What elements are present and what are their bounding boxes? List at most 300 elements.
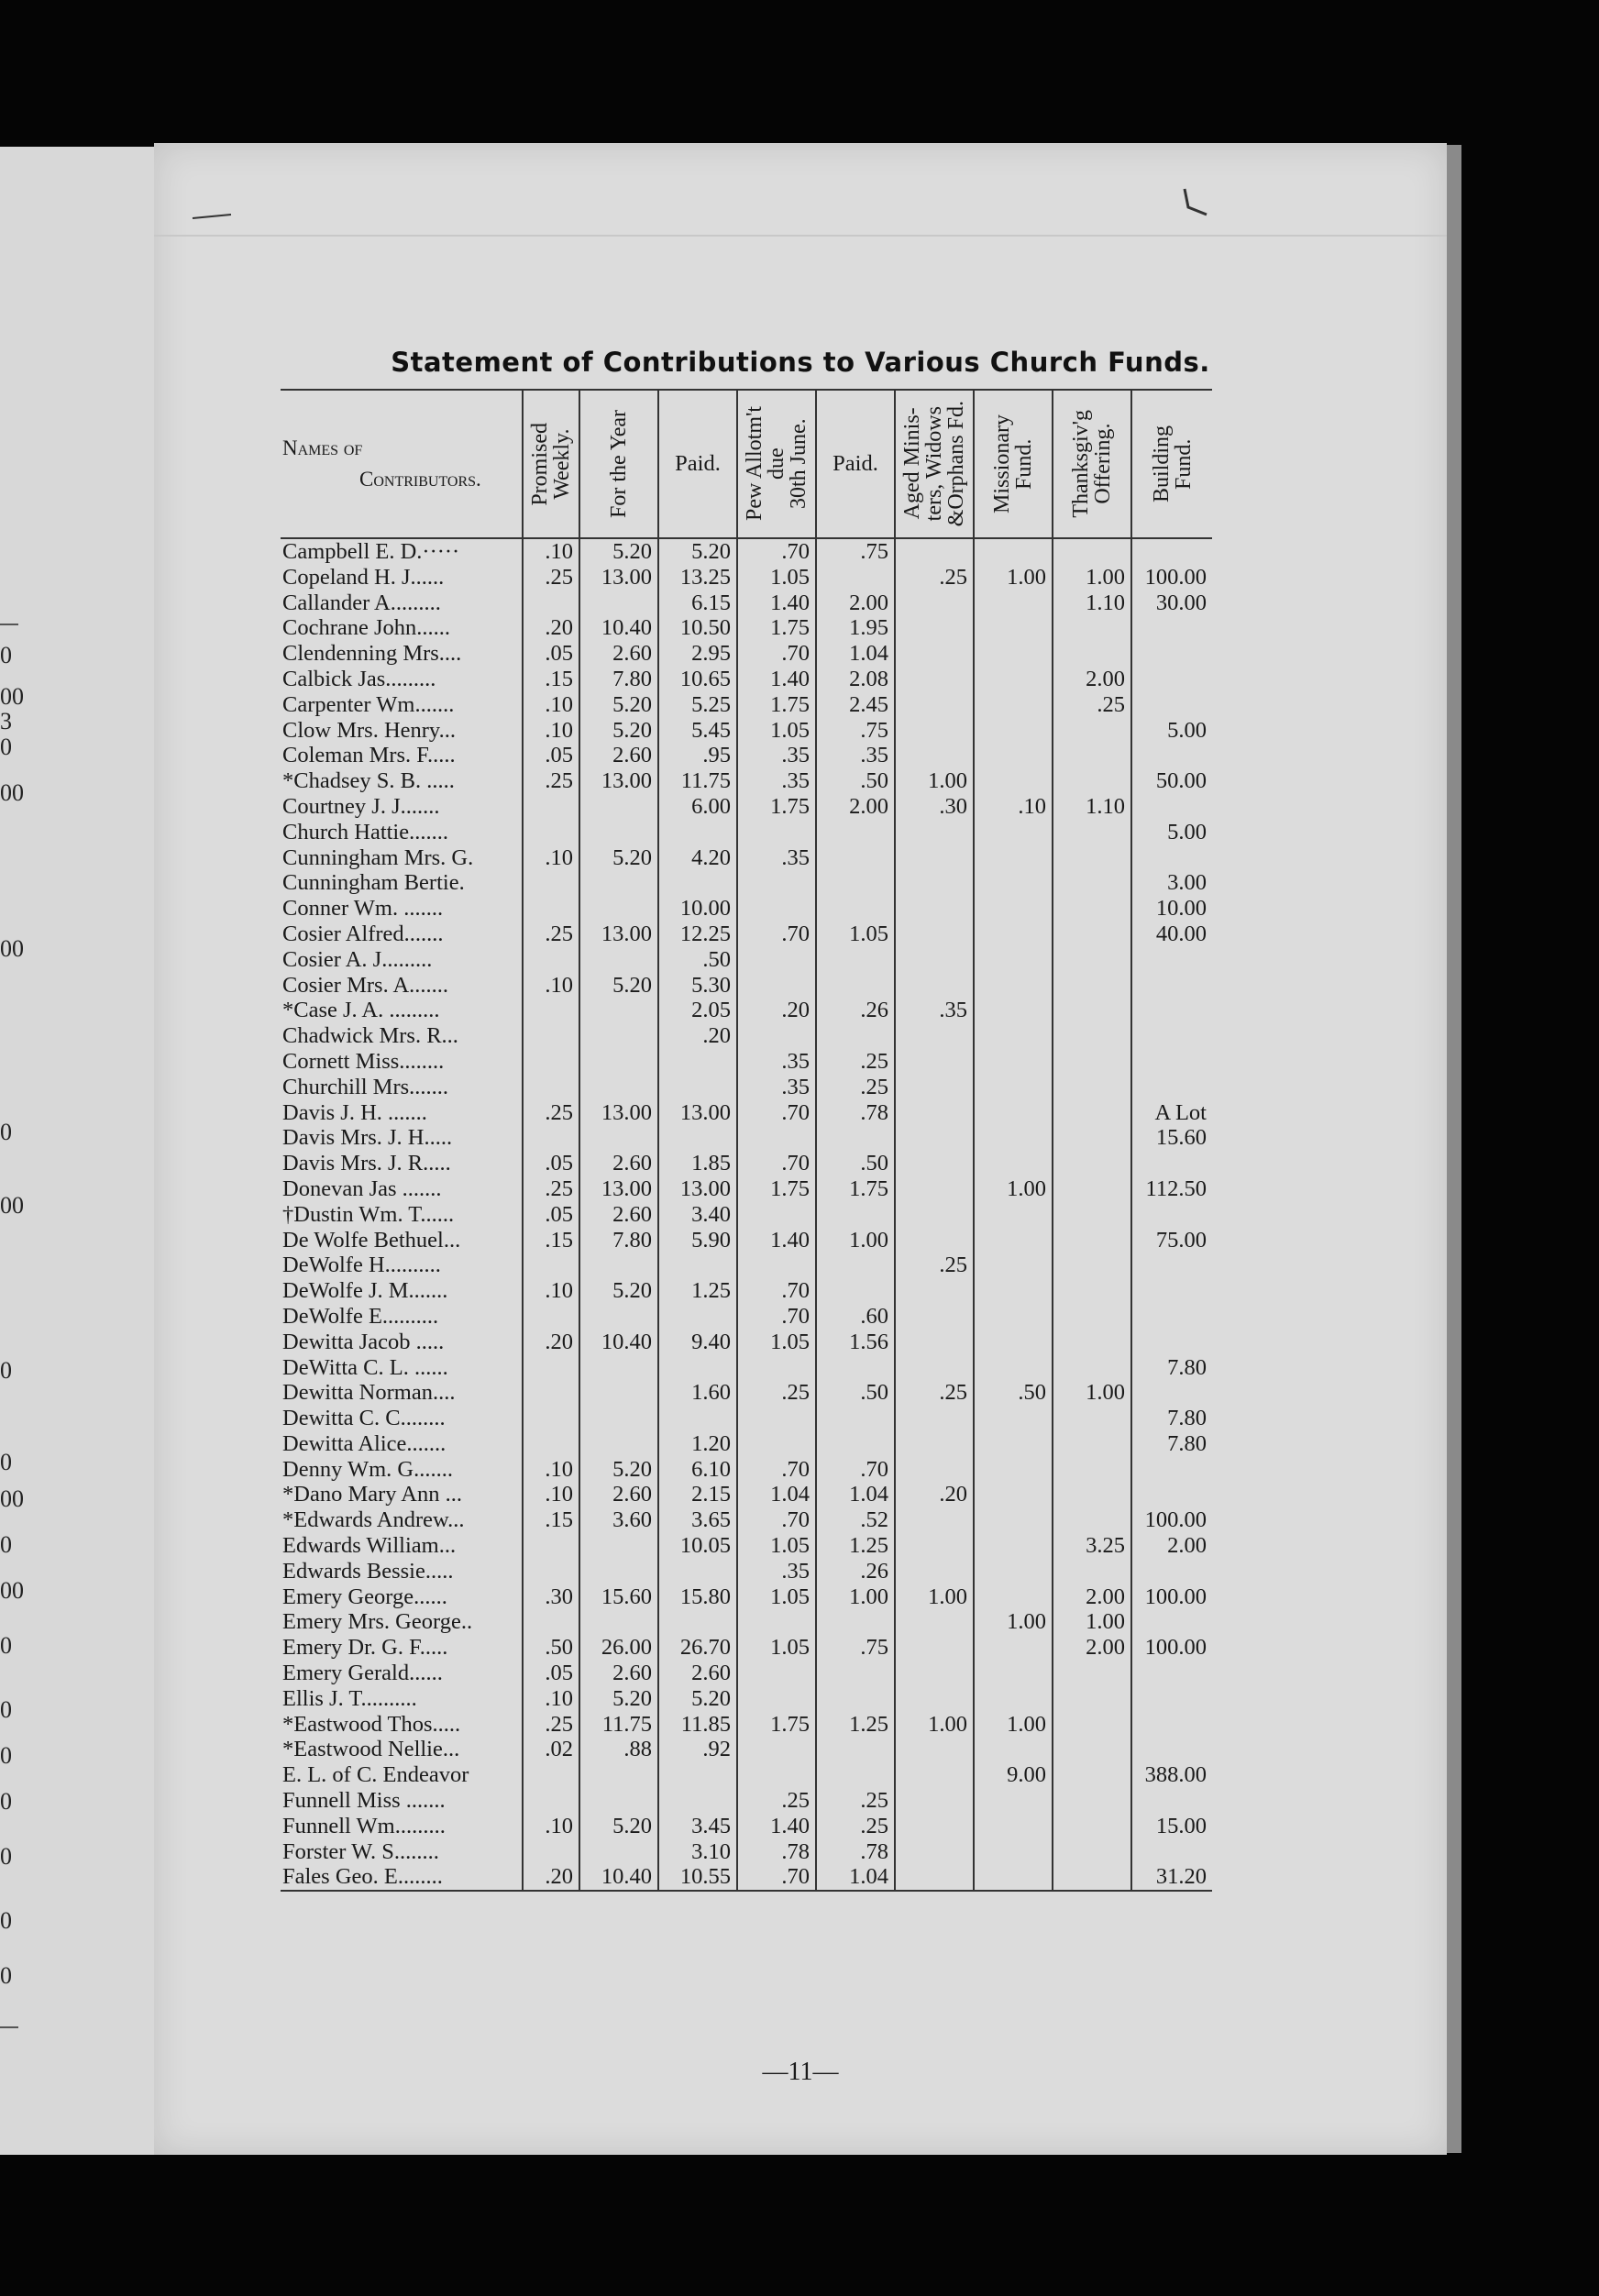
table-row — [281, 947, 1212, 973]
contributor-name: Emery George...... — [281, 1584, 523, 1610]
amount-cell: .20 — [737, 998, 816, 1023]
amount-cell — [816, 947, 895, 973]
amount-cell — [974, 1788, 1053, 1814]
amount-cell: .30 — [895, 794, 974, 820]
amount-cell: .50 — [658, 947, 737, 973]
contributor-name: Fales Geo. E........ — [281, 1864, 523, 1891]
contributor-name: Denny Wm. G....... — [281, 1457, 523, 1483]
table-row — [281, 692, 1212, 718]
amount-cell — [579, 1380, 658, 1406]
amount-cell: .25 — [523, 768, 579, 794]
amount-cell — [1053, 1507, 1131, 1533]
amount-cell — [895, 973, 974, 999]
amount-cell: .25 — [523, 1712, 579, 1738]
amount-cell: 15.80 — [658, 1584, 737, 1610]
contributor-name: Cosier Mrs. A....... — [281, 973, 523, 999]
page-number: —11— — [762, 2058, 839, 2086]
facing-page-fragment: 00 — [0, 935, 24, 962]
contributor-name: Courtney J. J....... — [281, 794, 523, 820]
amount-cell: .26 — [816, 998, 895, 1023]
amount-cell — [1131, 794, 1212, 820]
amount-cell — [974, 922, 1053, 947]
table-row — [281, 922, 1212, 947]
amount-cell — [579, 1023, 658, 1049]
header-paid-pew-text: Paid. — [833, 451, 878, 477]
amount-cell: 10.50 — [658, 615, 737, 641]
facing-page-fragment: 0 — [0, 1632, 12, 1659]
amount-cell — [974, 1482, 1053, 1507]
amount-cell: 1.00 — [816, 1228, 895, 1253]
contributor-name: *Case J. A. ......... — [281, 998, 523, 1023]
facing-page-fragment: 00 — [0, 1485, 24, 1512]
amount-cell — [1131, 667, 1212, 692]
amount-cell: 1.60 — [658, 1380, 737, 1406]
amount-cell: 2.60 — [579, 1202, 658, 1228]
amount-cell — [895, 692, 974, 718]
table-row — [281, 641, 1212, 667]
amount-cell: 10.65 — [658, 667, 737, 692]
amount-cell: .20 — [523, 615, 579, 641]
amount-cell: 1.25 — [816, 1712, 895, 1738]
amount-cell: 2.60 — [579, 641, 658, 667]
facing-page-fragment: 0 — [0, 1843, 12, 1870]
amount-cell — [1053, 1406, 1131, 1431]
table-row — [281, 1533, 1212, 1559]
amount-cell — [974, 591, 1053, 616]
amount-cell — [895, 1661, 974, 1686]
amount-cell — [658, 1609, 737, 1635]
amount-cell — [579, 1609, 658, 1635]
amount-cell — [895, 870, 974, 896]
amount-cell — [895, 896, 974, 922]
amount-cell: 1.00 — [816, 1584, 895, 1610]
amount-cell — [1131, 743, 1212, 768]
contributor-name: Davis J. H. ....... — [281, 1100, 523, 1126]
amount-cell — [737, 1125, 816, 1151]
contributor-name: *Edwards Andrew... — [281, 1507, 523, 1533]
header-contributors-line2: Contributors. — [359, 468, 481, 491]
page-top-rule — [154, 235, 1447, 237]
amount-cell: 1.40 — [737, 1228, 816, 1253]
amount-cell: 15.60 — [579, 1584, 658, 1610]
amount-cell — [1131, 1712, 1212, 1738]
amount-cell — [737, 1023, 816, 1049]
table-row — [281, 1023, 1212, 1049]
amount-cell — [895, 1609, 974, 1635]
contributor-name: Clow Mrs. Henry... — [281, 718, 523, 744]
amount-cell — [523, 1533, 579, 1559]
amount-cell: .70 — [737, 1100, 816, 1126]
contributor-name: Conner Wm. ....... — [281, 896, 523, 922]
amount-cell: 10.05 — [658, 1533, 737, 1559]
amount-cell: .15 — [523, 1507, 579, 1533]
amount-cell: .35 — [737, 1075, 816, 1100]
facing-page-fragment: 0 — [0, 1449, 12, 1475]
amount-cell — [737, 947, 816, 973]
amount-cell: 2.60 — [579, 1151, 658, 1176]
contributor-name: Coleman Mrs. F..... — [281, 743, 523, 768]
amount-cell: 100.00 — [1144, 1635, 1207, 1661]
facing-page-fragment: 0 — [0, 1357, 12, 1384]
amount-cell — [737, 896, 816, 922]
amount-cell: 5.20 — [579, 538, 658, 565]
amount-cell: 1.95 — [816, 615, 895, 641]
amount-cell — [895, 1228, 974, 1253]
amount-cell: .50 — [816, 1151, 895, 1176]
contributor-name: DeWolfe J. M....... — [281, 1278, 523, 1304]
amount-cell: .10 — [523, 718, 579, 744]
amount-cell: 7.80 — [579, 1228, 658, 1253]
contributor-name: Edwards Bessie..... — [281, 1559, 523, 1584]
contributions-table — [281, 389, 1212, 1892]
amount-cell — [974, 1559, 1053, 1584]
facing-page-fragment: 00 — [0, 1192, 24, 1219]
amount-cell — [579, 1839, 658, 1865]
amount-cell — [895, 1330, 974, 1355]
amount-cell — [523, 896, 579, 922]
amount-cell — [974, 1151, 1053, 1176]
amount-cell: 1.85 — [658, 1151, 737, 1176]
amount-cell — [523, 1253, 579, 1278]
amount-cell: .52 — [816, 1507, 895, 1533]
amount-cell — [1053, 768, 1131, 794]
contributor-name: *Chadsey S. B. ..... — [281, 768, 523, 794]
amount-cell: A Lot — [1154, 1099, 1207, 1125]
amount-cell — [579, 1253, 658, 1278]
amount-cell: 75.00 — [1155, 1227, 1207, 1253]
table-row — [281, 1380, 1212, 1406]
amount-cell: .30 — [523, 1584, 579, 1610]
amount-cell — [895, 1533, 974, 1559]
amount-cell: 1.25 — [658, 1278, 737, 1304]
amount-cell — [816, 1737, 895, 1762]
amount-cell: .20 — [895, 1482, 974, 1507]
amount-cell — [1053, 1151, 1131, 1176]
amount-cell — [579, 1431, 658, 1457]
amount-cell — [1053, 896, 1131, 922]
table-row — [281, 1049, 1212, 1075]
amount-cell — [1053, 845, 1131, 871]
amount-cell — [1053, 1559, 1131, 1584]
header-contributors — [281, 390, 523, 538]
amount-cell — [816, 973, 895, 999]
amount-cell: .70 — [737, 1864, 816, 1891]
amount-cell: 7.80 — [1167, 1406, 1207, 1431]
amount-cell — [895, 1100, 974, 1126]
amount-cell: 1.40 — [737, 667, 816, 692]
amount-cell: .70 — [737, 1507, 816, 1533]
table-row — [281, 1278, 1212, 1304]
amount-cell: .10 — [974, 794, 1053, 820]
header-aged-ministers — [895, 390, 974, 538]
amount-cell — [974, 820, 1053, 845]
amount-cell — [1131, 1737, 1212, 1762]
table-row — [281, 1762, 1212, 1788]
table-row — [281, 718, 1212, 744]
amount-cell: .60 — [816, 1304, 895, 1330]
table-row — [281, 1584, 1212, 1610]
contributor-name: DeWolfe H.......... — [281, 1253, 523, 1278]
amount-cell: 3.40 — [658, 1202, 737, 1228]
amount-cell — [1053, 1814, 1131, 1839]
amount-cell: 26.00 — [579, 1635, 658, 1661]
amount-cell — [579, 591, 658, 616]
amount-cell: 5.30 — [658, 973, 737, 999]
contributor-name: Cunningham Bertie. — [281, 870, 523, 896]
amount-cell: .25 — [1053, 692, 1131, 718]
amount-cell: 1.04 — [816, 1864, 895, 1891]
amount-cell: .25 — [523, 1100, 579, 1126]
amount-cell — [895, 1049, 974, 1075]
amount-cell: .25 — [816, 1049, 895, 1075]
amount-cell: .92 — [658, 1737, 737, 1762]
amount-cell: 13.00 — [579, 565, 658, 591]
header-for-the-year — [579, 390, 658, 538]
amount-cell: 13.25 — [658, 565, 737, 591]
contributor-name: Calbick Jas......... — [281, 667, 523, 692]
amount-cell: 4.20 — [658, 845, 737, 871]
table-row — [281, 896, 1212, 922]
table-row — [281, 1176, 1212, 1202]
amount-cell: 1.40 — [737, 1814, 816, 1839]
amount-cell: .25 — [523, 565, 579, 591]
amount-cell: 40.00 — [1155, 921, 1207, 946]
amount-cell — [974, 1584, 1053, 1610]
amount-cell — [737, 1202, 816, 1228]
amount-cell: 1.04 — [816, 1482, 895, 1507]
amount-cell: 5.20 — [579, 692, 658, 718]
amount-cell — [974, 998, 1053, 1023]
amount-cell — [1131, 1023, 1212, 1049]
amount-cell: .35 — [816, 743, 895, 768]
contributor-name: Callander A......... — [281, 591, 523, 616]
amount-cell — [737, 1686, 816, 1712]
amount-cell: 3.45 — [658, 1814, 737, 1839]
amount-cell — [1053, 1457, 1131, 1483]
pencil-mark-icon — [191, 207, 237, 226]
amount-cell — [1131, 1278, 1212, 1304]
amount-cell: 10.00 — [1155, 896, 1207, 922]
amount-cell — [974, 1075, 1053, 1100]
contributor-name: Donevan Jas ....... — [281, 1176, 523, 1202]
amount-cell — [895, 1686, 974, 1712]
table-row — [281, 845, 1212, 871]
amount-cell: 2.00 — [1053, 1584, 1131, 1610]
amount-cell: 13.00 — [579, 922, 658, 947]
amount-cell: 10.40 — [579, 1864, 658, 1891]
amount-cell — [737, 1762, 816, 1788]
amount-cell — [579, 896, 658, 922]
amount-cell: .10 — [523, 1278, 579, 1304]
amount-cell — [816, 1686, 895, 1712]
table-row — [281, 1482, 1212, 1507]
contributor-name: Chadwick Mrs. R... — [281, 1023, 523, 1049]
amount-cell — [974, 1330, 1053, 1355]
amount-cell: 2.45 — [816, 692, 895, 718]
amount-cell — [816, 1762, 895, 1788]
facing-page-rule — [0, 2026, 18, 2028]
table-row — [281, 743, 1212, 768]
amount-cell — [523, 1380, 579, 1406]
amount-cell: .25 — [737, 1788, 816, 1814]
amount-cell: 5.20 — [579, 845, 658, 871]
amount-cell: 31.20 — [1131, 1864, 1212, 1891]
amount-cell — [1053, 1278, 1131, 1304]
amount-cell: 3.10 — [658, 1839, 737, 1865]
amount-cell: 13.00 — [579, 1176, 658, 1202]
amount-cell: .25 — [737, 1380, 816, 1406]
amount-cell — [523, 1406, 579, 1431]
amount-cell — [579, 1304, 658, 1330]
contributor-name: Emery Dr. G. F..... — [281, 1635, 523, 1661]
amount-cell — [895, 1151, 974, 1176]
amount-cell: 2.60 — [579, 1661, 658, 1686]
facing-page-fragment: 0 — [0, 642, 12, 668]
amount-cell: .70 — [737, 1304, 816, 1330]
amount-cell — [1053, 1712, 1131, 1738]
amount-cell: 6.15 — [658, 591, 737, 616]
amount-cell — [1131, 1661, 1212, 1686]
amount-cell — [737, 870, 816, 896]
contributor-name: Carpenter Wm....... — [281, 692, 523, 718]
amount-cell — [1053, 1839, 1131, 1865]
contributor-name: Dewitta C. C........ — [281, 1406, 523, 1431]
table-row — [281, 1355, 1212, 1381]
table-header-row — [281, 390, 1212, 538]
amount-cell — [974, 1737, 1053, 1762]
header-building-fund-text: Building Fund. — [1149, 425, 1196, 502]
amount-cell — [974, 641, 1053, 667]
amount-cell — [816, 1125, 895, 1151]
amount-cell — [895, 1864, 974, 1891]
contributor-name: DeWitta C. L. ...... — [281, 1355, 523, 1381]
table-row — [281, 998, 1212, 1023]
table-row — [281, 1864, 1212, 1891]
amount-cell: .10 — [523, 692, 579, 718]
amount-cell — [1053, 1228, 1131, 1253]
amount-cell: 1.75 — [737, 615, 816, 641]
amount-cell: .10 — [523, 845, 579, 871]
amount-cell — [737, 1253, 816, 1278]
amount-cell — [1131, 1380, 1212, 1406]
amount-cell: 1.00 — [1053, 1609, 1131, 1635]
amount-cell — [1131, 1788, 1212, 1814]
contributor-name: Campbell E. D.····· — [281, 538, 523, 565]
amount-cell — [895, 1788, 974, 1814]
table-row — [281, 1507, 1212, 1533]
contributor-name: Dewitta Jacob ..... — [281, 1330, 523, 1355]
amount-cell — [974, 947, 1053, 973]
amount-cell — [974, 667, 1053, 692]
amount-cell — [895, 947, 974, 973]
amount-cell: 7.80 — [579, 667, 658, 692]
amount-cell: .10 — [523, 1457, 579, 1483]
amount-cell — [1053, 1176, 1131, 1202]
amount-cell: .20 — [523, 1330, 579, 1355]
amount-cell — [1053, 718, 1131, 744]
amount-cell — [816, 845, 895, 871]
header-promised-weekly — [523, 390, 579, 538]
amount-cell — [816, 1202, 895, 1228]
contributor-name: Edwards William... — [281, 1533, 523, 1559]
amount-cell — [1053, 615, 1131, 641]
amount-cell — [974, 1839, 1053, 1865]
amount-cell — [1053, 870, 1131, 896]
table-row — [281, 1151, 1212, 1176]
amount-cell — [974, 1686, 1053, 1712]
amount-cell — [523, 1559, 579, 1584]
amount-cell — [974, 718, 1053, 744]
amount-cell — [1053, 1202, 1131, 1228]
table-row — [281, 538, 1212, 565]
amount-cell — [816, 820, 895, 845]
contributor-name: *Dano Mary Ann ... — [281, 1482, 523, 1507]
amount-cell — [737, 820, 816, 845]
facing-page-fragment: 0 — [0, 1742, 12, 1769]
amount-cell: 30.00 — [1155, 590, 1207, 615]
amount-cell — [1053, 1253, 1131, 1278]
amount-cell: 3.60 — [579, 1507, 658, 1533]
amount-cell: 5.00 — [1167, 717, 1207, 743]
contributor-name: Churchill Mrs....... — [281, 1075, 523, 1100]
amount-cell — [579, 947, 658, 973]
header-aged-ministers-text: Aged Minis- ters, Widows &Orphans Fd. — [900, 401, 968, 527]
amount-cell: .70 — [737, 1457, 816, 1483]
amount-cell — [895, 1737, 974, 1762]
amount-cell — [974, 973, 1053, 999]
amount-cell — [523, 1355, 579, 1381]
amount-cell: 10.40 — [579, 1330, 658, 1355]
amount-cell — [1053, 1737, 1131, 1762]
table-row — [281, 1737, 1212, 1762]
contributor-name: Funnell Wm......... — [281, 1814, 523, 1839]
amount-cell — [895, 641, 974, 667]
amount-cell — [1131, 1330, 1212, 1355]
amount-cell — [895, 1125, 974, 1151]
amount-cell — [523, 1431, 579, 1457]
amount-cell — [974, 1814, 1053, 1839]
amount-cell: 2.00 — [1053, 667, 1131, 692]
contributor-name: Cosier A. J......... — [281, 947, 523, 973]
amount-cell: .75 — [816, 1635, 895, 1661]
amount-cell — [895, 922, 974, 947]
amount-cell — [895, 845, 974, 871]
header-paid — [658, 390, 737, 538]
amount-cell — [974, 1304, 1053, 1330]
facing-page-fragment: 00 — [0, 779, 24, 806]
contributor-name: Cochrane John...... — [281, 615, 523, 641]
amount-cell — [895, 615, 974, 641]
amount-cell — [579, 1075, 658, 1100]
amount-cell: .75 — [816, 538, 895, 565]
amount-cell — [895, 820, 974, 845]
table-row — [281, 1839, 1212, 1865]
header-thanksgiving-offering — [1053, 390, 1131, 538]
amount-cell: 100.00 — [1144, 1507, 1207, 1533]
amount-cell — [737, 1661, 816, 1686]
amount-cell — [1053, 1864, 1131, 1891]
table-row — [281, 1686, 1212, 1712]
amount-cell — [974, 1507, 1053, 1533]
contributor-name: DeWolfe E.......... — [281, 1304, 523, 1330]
table-row — [281, 1661, 1212, 1686]
amount-cell: .70 — [737, 1278, 816, 1304]
amount-cell — [1053, 1304, 1131, 1330]
amount-cell: .78 — [816, 1839, 895, 1865]
amount-cell: .15 — [523, 667, 579, 692]
amount-cell: 2.15 — [658, 1482, 737, 1507]
document-title: Statement of Contributions to Various Church Funds. — [391, 347, 1210, 378]
